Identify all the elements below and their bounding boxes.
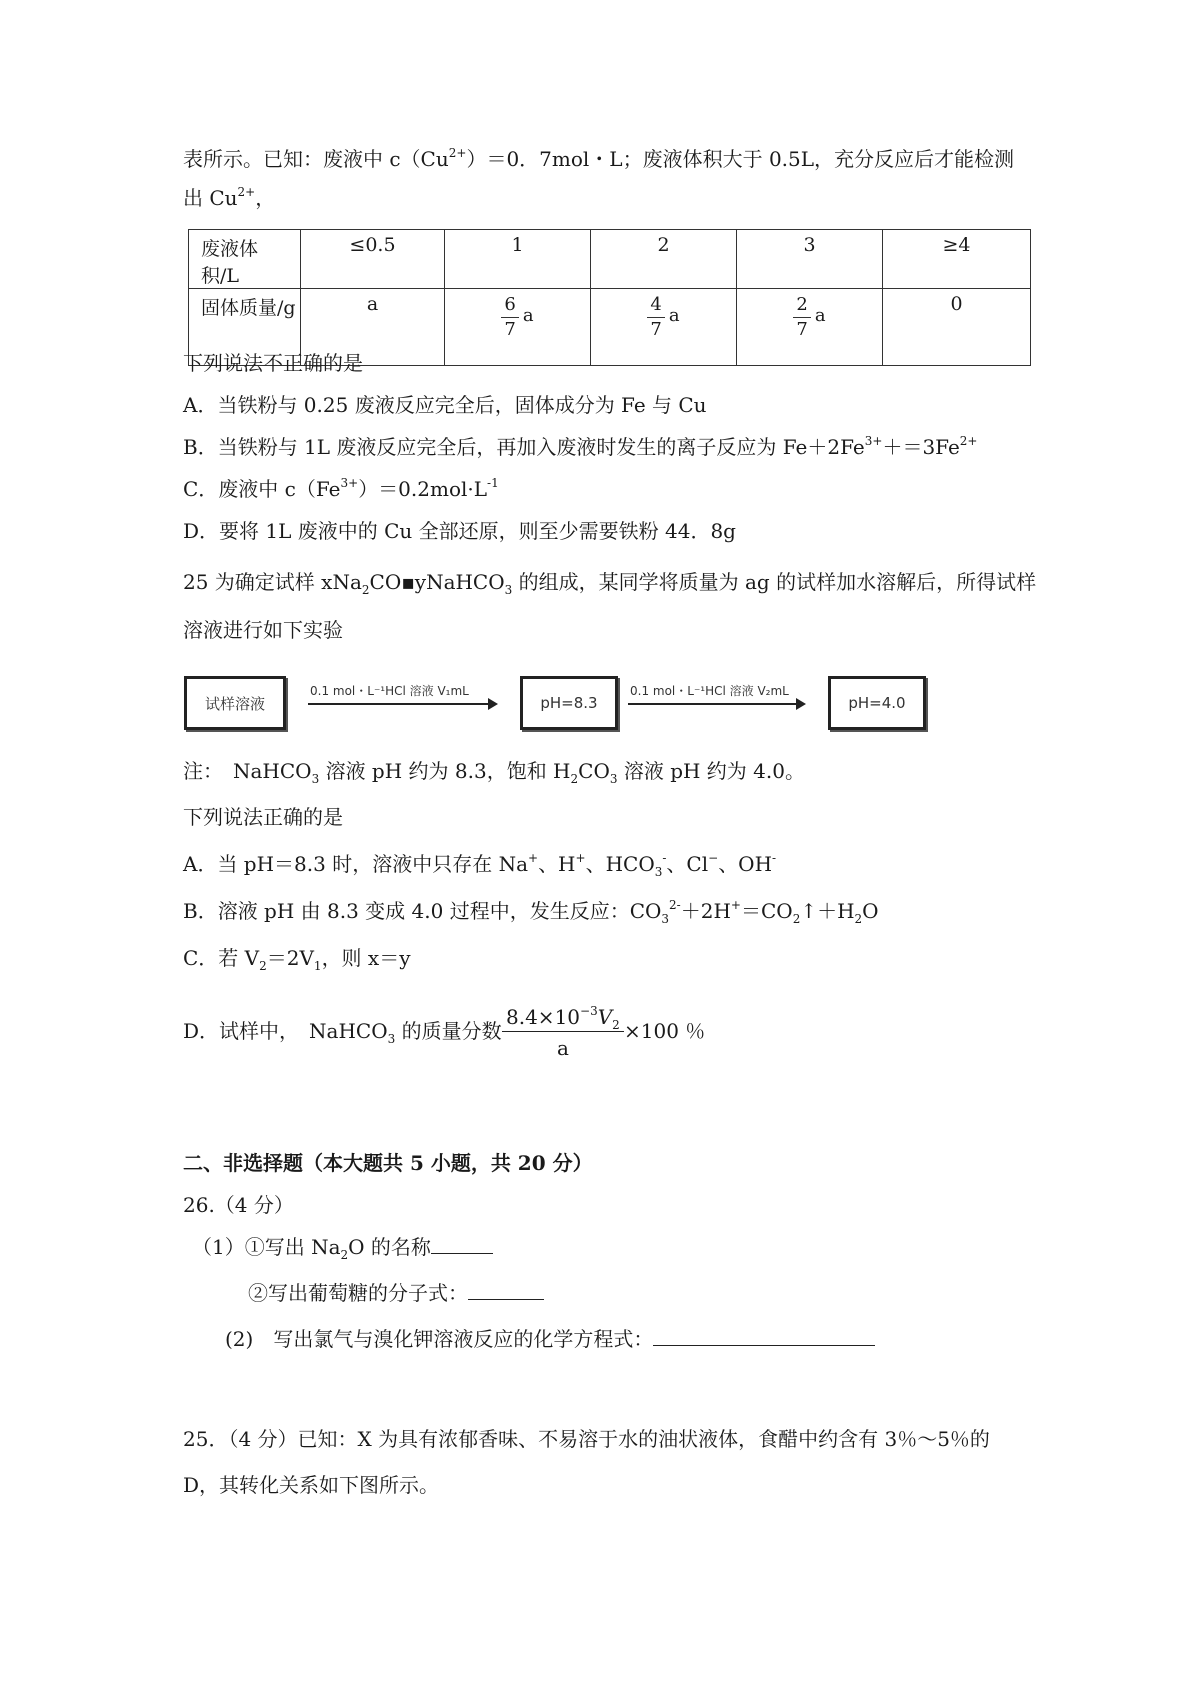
experiment-flow-diagram [184, 664, 930, 734]
ph-8-3-box: pH=8.3 [520, 676, 618, 730]
fraction: $\frac{4}{7}$ [647, 293, 664, 342]
q26-part1-line1: （1）①写出 $Na_2O$ 的名称 [192, 1233, 493, 1261]
table-cell: ≥4 [883, 230, 1031, 289]
arrow-label-1: 0.1 mol・L⁻¹HCl 溶液 V₁mL [310, 684, 469, 698]
q25-option-d: D．试样中， NaHCO$_3$ 的质量分数 [183, 1019, 502, 1046]
table-cell: 2 [591, 230, 737, 289]
q24-prompt: 下列说法不正确的是 [183, 351, 363, 375]
intro-line-1: 表所示。已知：废液中 $c(Cu^{2+})=0$．7mol・L；废液体积大于 0.5L，充分反应后才能检测 [183, 146, 1015, 171]
q25-note: 注： NaHCO$_3$ 溶液 pH 约为 8.3，饱和 $H_2CO_3$ 溶液 pH 约为 4.0。 [183, 759, 805, 786]
table-cell: $\frac{6}{7}$ a [445, 289, 591, 366]
table-cell: 0 [883, 289, 1031, 366]
q25-option-b: B．溶液 pH 由 8.3 变成 4.0 过程中，发生反应：$CO_3^{2-}+2H^+=CO_2↑+H_2O$ [183, 898, 879, 926]
arrow-2 [628, 703, 804, 705]
table-cell: 3 [737, 230, 883, 289]
q25-option-c: C．若 $V_2=2V_1$，则 x＝y [183, 946, 411, 973]
table-cell: ≤0.5 [301, 230, 445, 289]
formula-tail: ×100 ％ [624, 1019, 706, 1043]
table-cell: 1 [445, 230, 591, 289]
mass-fraction-formula: $\frac{8.4\times 10^{-3}V_2}{a}$ [502, 1003, 624, 1064]
volume-mass-table [188, 229, 1031, 366]
answer-blank[interactable] [431, 1233, 493, 1254]
table-cell: 固体质量/g [189, 289, 301, 366]
table-row [189, 230, 1031, 289]
section-heading: 二、非选择题（本大题共 5 小题，共 20 分） [183, 1151, 593, 1175]
q26-heading: 26.（4 分） [183, 1193, 294, 1217]
sample-solution-box: 试样溶液 [184, 676, 286, 730]
q26-part2: (2) 写出氯气与溴化钾溶液反应的化学方程式： [225, 1325, 875, 1353]
q27-stem-1: 25．（4 分）已知：X 为具有浓郁香味、不易溶于水的油状液体，食醋中约含有 3％～5％的 [183, 1427, 990, 1451]
q25-prompt: 下列说法正确的是 [183, 805, 343, 829]
fraction: $\frac{6}{7}$ [501, 293, 518, 342]
q24-option-c: C．废液中 $c(Fe^{3+})=0.2mol\cdot L^{-1}$ [183, 476, 499, 501]
q27-stem-2: D，其转化关系如下图所示。 [183, 1473, 440, 1497]
table-cell: 废液体积/L [189, 230, 301, 289]
q24-option-b: B．当铁粉与 1L 废液反应完全后，再加入废液时发生的离子反应为 $Fe+2Fe^{3+}+=3Fe^{2+}$ [183, 434, 978, 459]
arrow-label-2: 0.1 mol・L⁻¹HCl 溶液 V₂mL [630, 684, 789, 698]
intro-line-2: 出 $Cu^{2+}$， [183, 185, 276, 210]
q26-part1-line2: ②写出葡萄糖的分子式： [248, 1279, 544, 1307]
q25-stem-2: 溶液进行如下实验 [183, 618, 343, 642]
q25-stem-1: 25 为确定试样 xNa$_2$CO▪yNaHCO$_3$ 的组成，某同学将质量为 ag 的试样加水溶解后，所得试样 [183, 570, 1037, 597]
answer-blank[interactable] [468, 1279, 544, 1300]
q24-option-d: D．要将 1L 废液中的 Cu 全部还原，则至少需要铁粉 44．8g [183, 519, 736, 543]
arrow-1 [308, 703, 496, 705]
ph-4-0-box: pH=4.0 [828, 676, 926, 730]
fraction: $\frac{2}{7}$ [793, 293, 810, 342]
table-cell: a [301, 289, 445, 366]
q25-option-a: A．当 pH＝8.3 时，溶液中只存在 Na+、H+、$HCO_3^-$、Cl−、OH- [183, 851, 777, 879]
answer-blank[interactable] [653, 1325, 875, 1346]
q24-option-a: A．当铁粉与 0.25 废液反应完全后，固体成分为 Fe 与 Cu [183, 393, 707, 417]
table-cell: $\frac{2}{7}$ a [737, 289, 883, 366]
table-cell: $\frac{4}{7}$ a [591, 289, 737, 366]
